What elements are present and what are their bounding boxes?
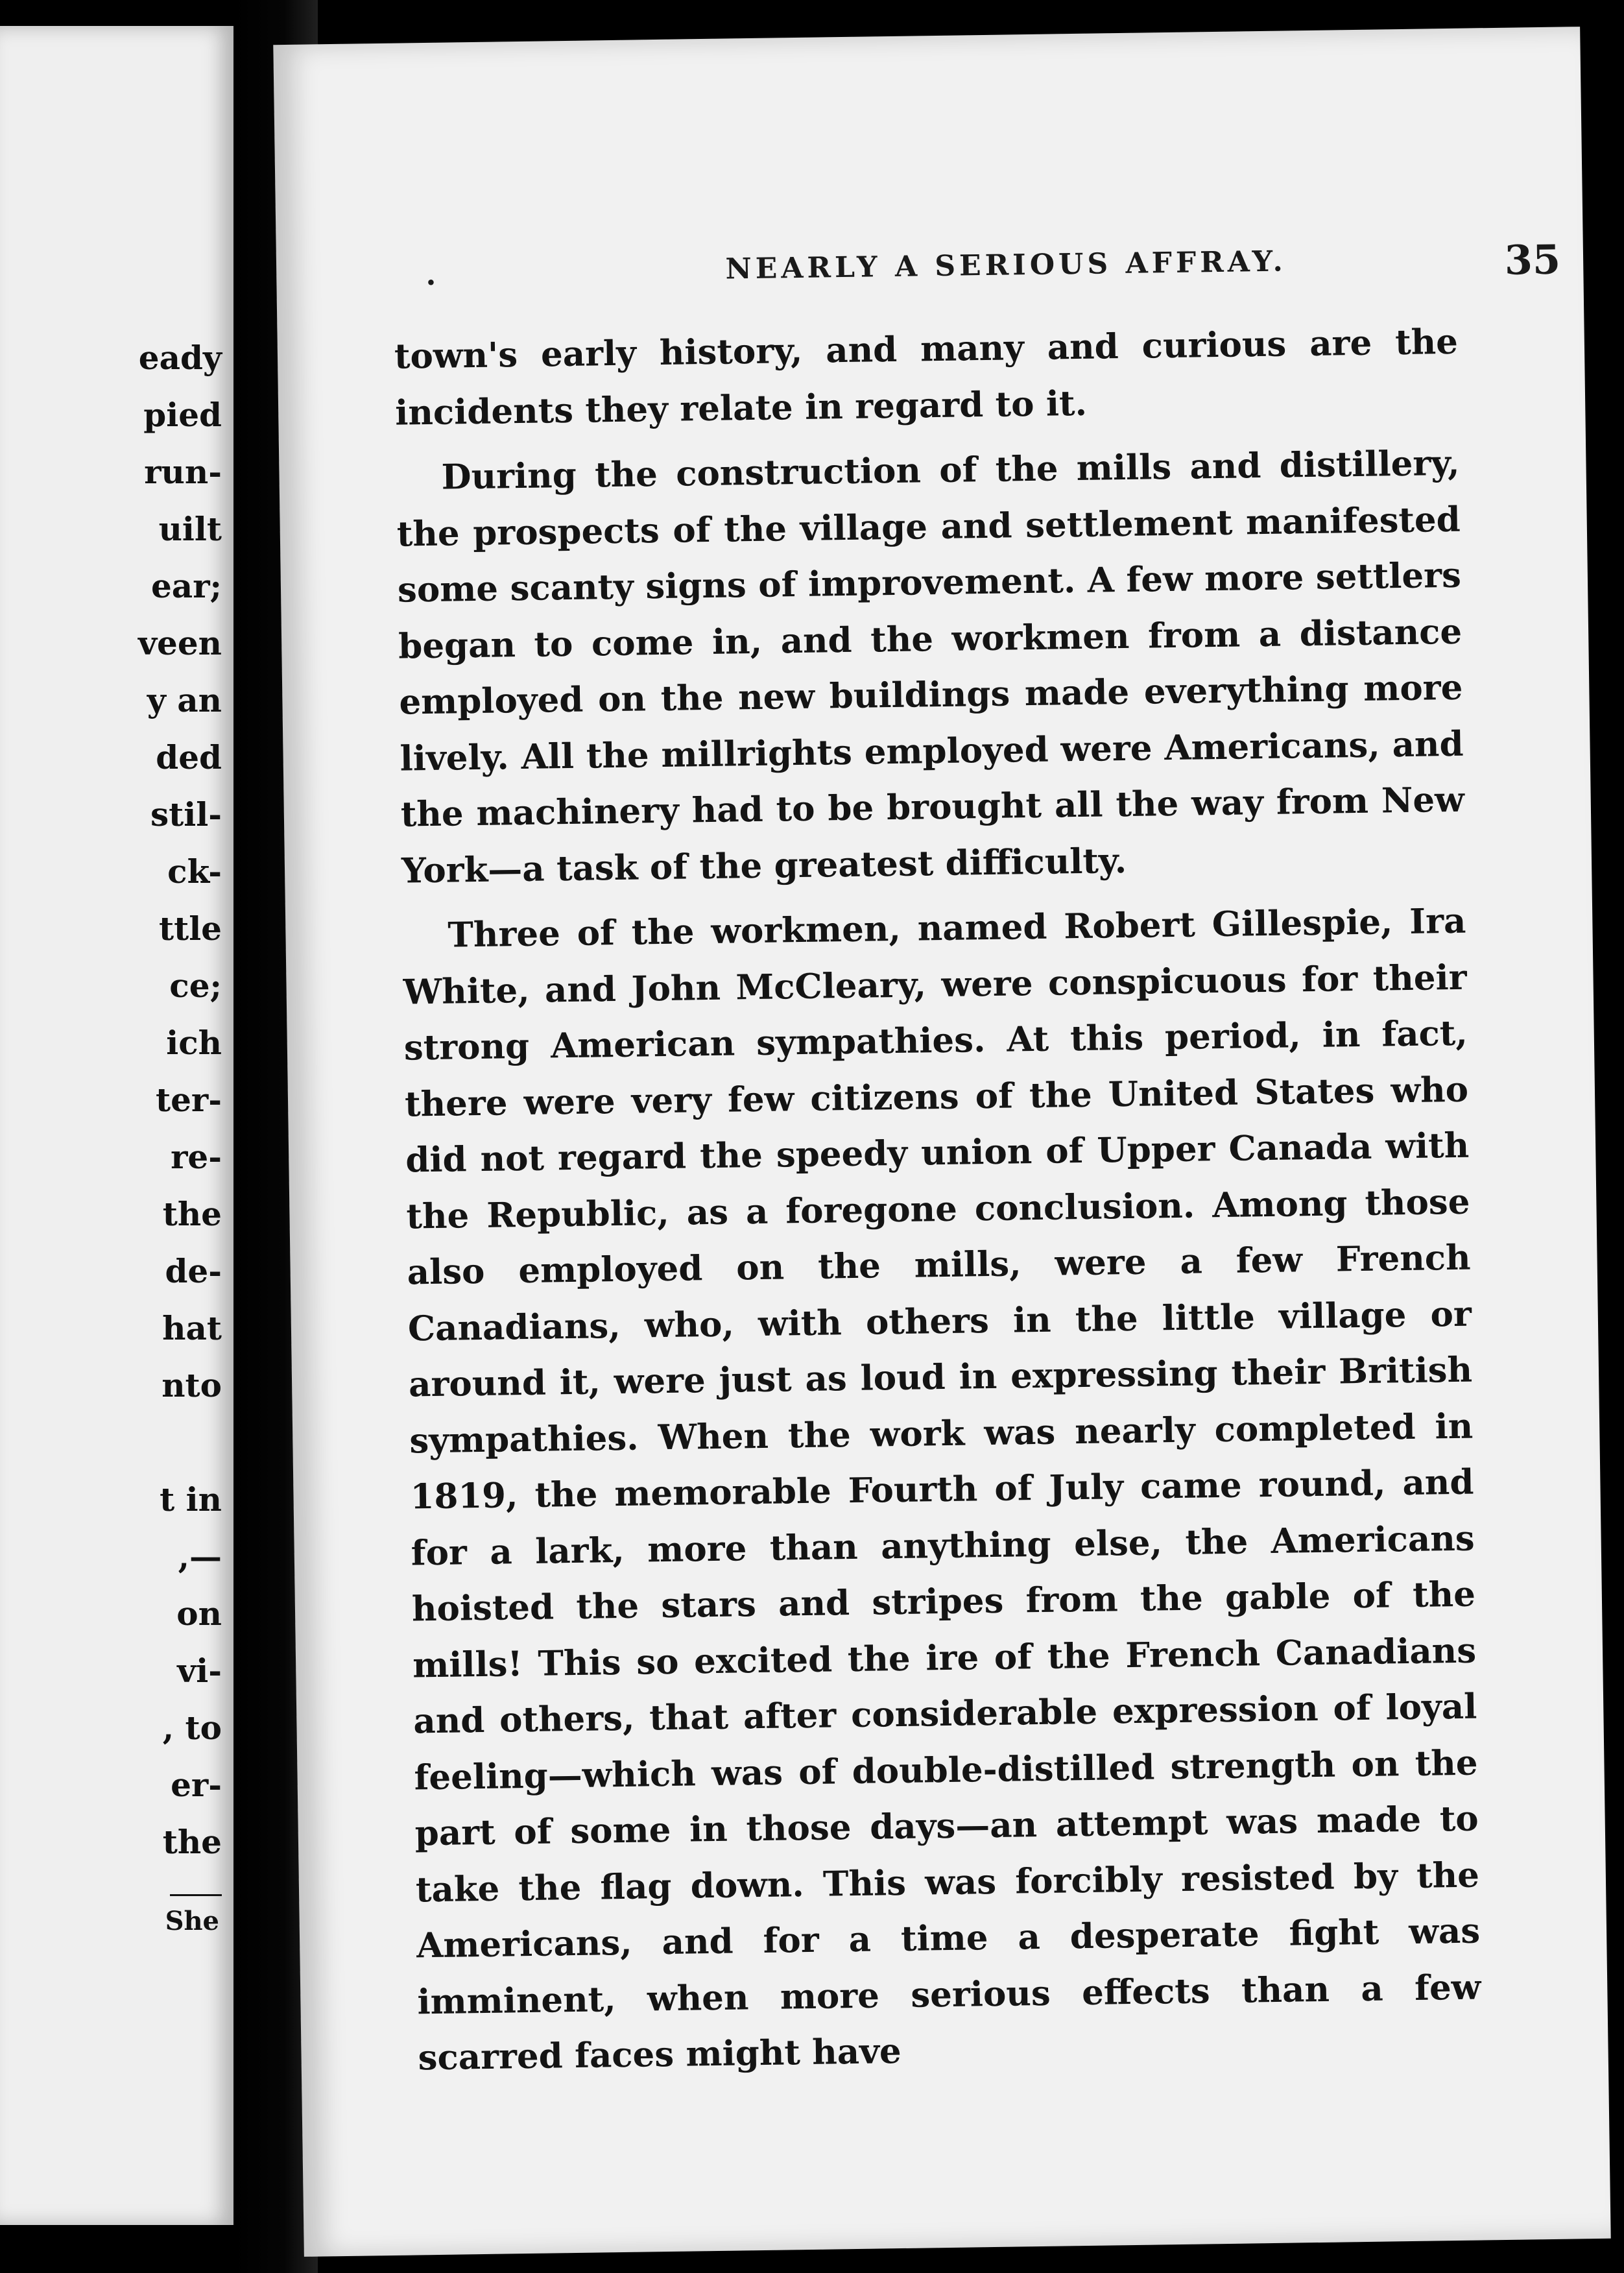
left-facing-page (0, 26, 233, 2225)
left-page-line-fragments (138, 330, 222, 1871)
left-line-fragment: ttle (159, 909, 222, 948)
left-line-fragment: uilt (158, 510, 222, 548)
left-line-fragment: pied (143, 396, 222, 434)
left-footnote-fragment: She (165, 1906, 219, 1936)
left-line-fragment: stil- (150, 795, 222, 834)
footnote-rule (170, 1894, 222, 1896)
paragraph-mills-construction: During the construction of the mills and distillery, the prospects of the village and settlement manifested some scanty signs of improvement. A few more settlers began to come in, and the workmen from a distance employed on the new buildings made everything more lively. All the millrights employed were Americans, and the machinery had to be brought all the way from New York—a task of the greatest difficulty. (396, 442, 1465, 891)
left-line-fragment: t in (160, 1480, 222, 1519)
left-line-fragment: nto (161, 1366, 222, 1404)
left-line-fragment: , to (162, 1709, 222, 1747)
left-line-fragment: the (162, 1823, 222, 1861)
left-line-fragment (138, 1414, 222, 1471)
left-line-fragment: ,— (178, 1537, 222, 1576)
left-line-fragment: ded (156, 738, 222, 776)
page-number: 35 (1504, 235, 1561, 284)
left-line-fragment: run- (144, 453, 222, 491)
left-line-fragment: ear; (150, 567, 222, 605)
left-line-fragment: ich (166, 1024, 222, 1062)
left-line-fragment: de- (165, 1252, 222, 1290)
left-line-fragment: ce; (169, 967, 222, 1005)
left-line-fragment: re- (171, 1138, 222, 1176)
left-line-fragment: the (162, 1195, 222, 1233)
header-mark: . (425, 256, 436, 292)
running-head (425, 235, 1587, 309)
left-line-fragment: ck- (167, 852, 222, 891)
main-page (273, 27, 1610, 2257)
body-text (394, 314, 1482, 2086)
page-heading: NEARLY A SERIOUS AFFRAY. (725, 245, 1287, 286)
left-line-fragment: y an (147, 681, 222, 719)
left-line-fragment: eady (138, 339, 222, 377)
paragraph-workmen-affray: Three of the workmen, named Robert Gillespie, Ira White, and John McCleary, were conspicuous for their strong American sympathies. At this period, in fact, there were very few citizens of the United States who did not regard the speedy union of Upper Canada with the Republic, as a foregone conclusion. Among those also employed on the mills, were a few French Canadians, who, with others in the little village or around it, were just as loud in expressing their British sympathies. When the work was nearly completed in 1819, the memorable Fourth of July came round, and for a lark, more than anything else, the Americans hoisted the stars and stripes from the gable of the mills! This so excited the ire of the French Canadians and others, that after considerable expression of loyal feeling—which was of double-distilled strength on the part of some in those days—an attempt was made to take the flag down. This was forcibly resisted by the Americans, and for a time a desperate fight was imminent, when more serious effects than a few scarred faces might have (403, 900, 1481, 2078)
paragraph-continued: town's early history, and many and curious are the incidents they relate in regard to it. (394, 321, 1459, 433)
left-line-fragment: hat (162, 1309, 222, 1347)
left-line-fragment: er- (171, 1766, 222, 1804)
left-line-fragment: vi- (177, 1652, 222, 1690)
left-line-fragment: ter- (155, 1081, 222, 1119)
left-line-fragment: on (176, 1594, 222, 1633)
left-line-fragment: veen (137, 624, 222, 662)
